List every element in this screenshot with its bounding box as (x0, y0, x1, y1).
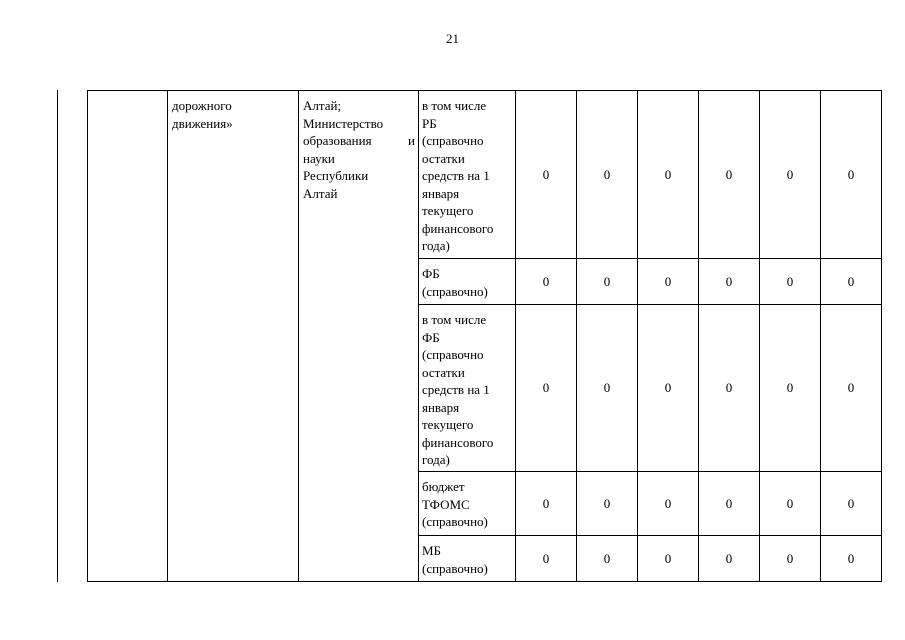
executor-line: Министерство (303, 115, 384, 131)
value-cell: 0 (760, 259, 821, 305)
value-cell: 0 (516, 472, 577, 536)
budget-table (87, 90, 882, 582)
executor-line: Республики (303, 168, 369, 183)
value-cell: 0 (577, 536, 638, 582)
value-cell: 0 (699, 472, 760, 536)
funding-source-cell (419, 536, 516, 582)
value-cell: 0 (516, 536, 577, 582)
event-name-cell (168, 91, 299, 582)
value-cell: 0 (516, 259, 577, 305)
value-cell: 0 (760, 472, 821, 536)
value-cell: 0 (760, 91, 821, 259)
value-cell: 0 (577, 91, 638, 259)
funding-source-text: ФБ (справочно) (422, 266, 488, 299)
funding-source-text: МБ (справочно) (422, 543, 488, 576)
page-number: 21 (446, 31, 459, 46)
executor-line: Алтай (303, 185, 338, 201)
value-cell: 0 (821, 259, 882, 305)
value-cell: 0 (821, 305, 882, 472)
value-cell: 0 (760, 305, 821, 472)
executor-line: науки (303, 150, 335, 166)
value-cell: 0 (821, 472, 882, 536)
table-row (88, 91, 882, 259)
executor-line: образования и (303, 133, 415, 148)
value-cell: 0 (577, 472, 638, 536)
table-body (88, 91, 882, 582)
value-cell: 0 (638, 536, 699, 582)
value-cell: 0 (638, 305, 699, 472)
funding-source-cell (419, 259, 516, 305)
value-cell: 0 (577, 259, 638, 305)
blank-cell (88, 91, 168, 582)
value-cell: 0 (577, 305, 638, 472)
value-cell: 0 (699, 536, 760, 582)
funding-source-cell (419, 91, 516, 259)
executor-cell (299, 91, 419, 582)
value-cell: 0 (699, 91, 760, 259)
event-name-text: дорожного движения» (172, 98, 233, 131)
value-cell: 0 (699, 305, 760, 472)
value-cell: 0 (638, 91, 699, 259)
value-cell: 0 (821, 536, 882, 582)
value-cell: 0 (821, 91, 882, 259)
left-margin-rule (57, 90, 58, 582)
value-cell: 0 (760, 536, 821, 582)
value-cell: 0 (638, 259, 699, 305)
funding-source-text: в том числе ФБ (справочно остатки средств на 1 января текущего финансового года) (422, 312, 494, 467)
funding-source-text: бюджет ТФОМС (справочно) (422, 479, 488, 529)
funding-source-text: в том числе РБ (справочно остатки средств на 1 января текущего финансового года) (422, 98, 494, 253)
value-cell: 0 (516, 305, 577, 472)
funding-source-cell (419, 472, 516, 536)
value-cell: 0 (516, 91, 577, 259)
value-cell: 0 (699, 259, 760, 305)
executor-line: Алтай; (303, 98, 342, 113)
funding-source-cell (419, 305, 516, 472)
value-cell: 0 (638, 472, 699, 536)
